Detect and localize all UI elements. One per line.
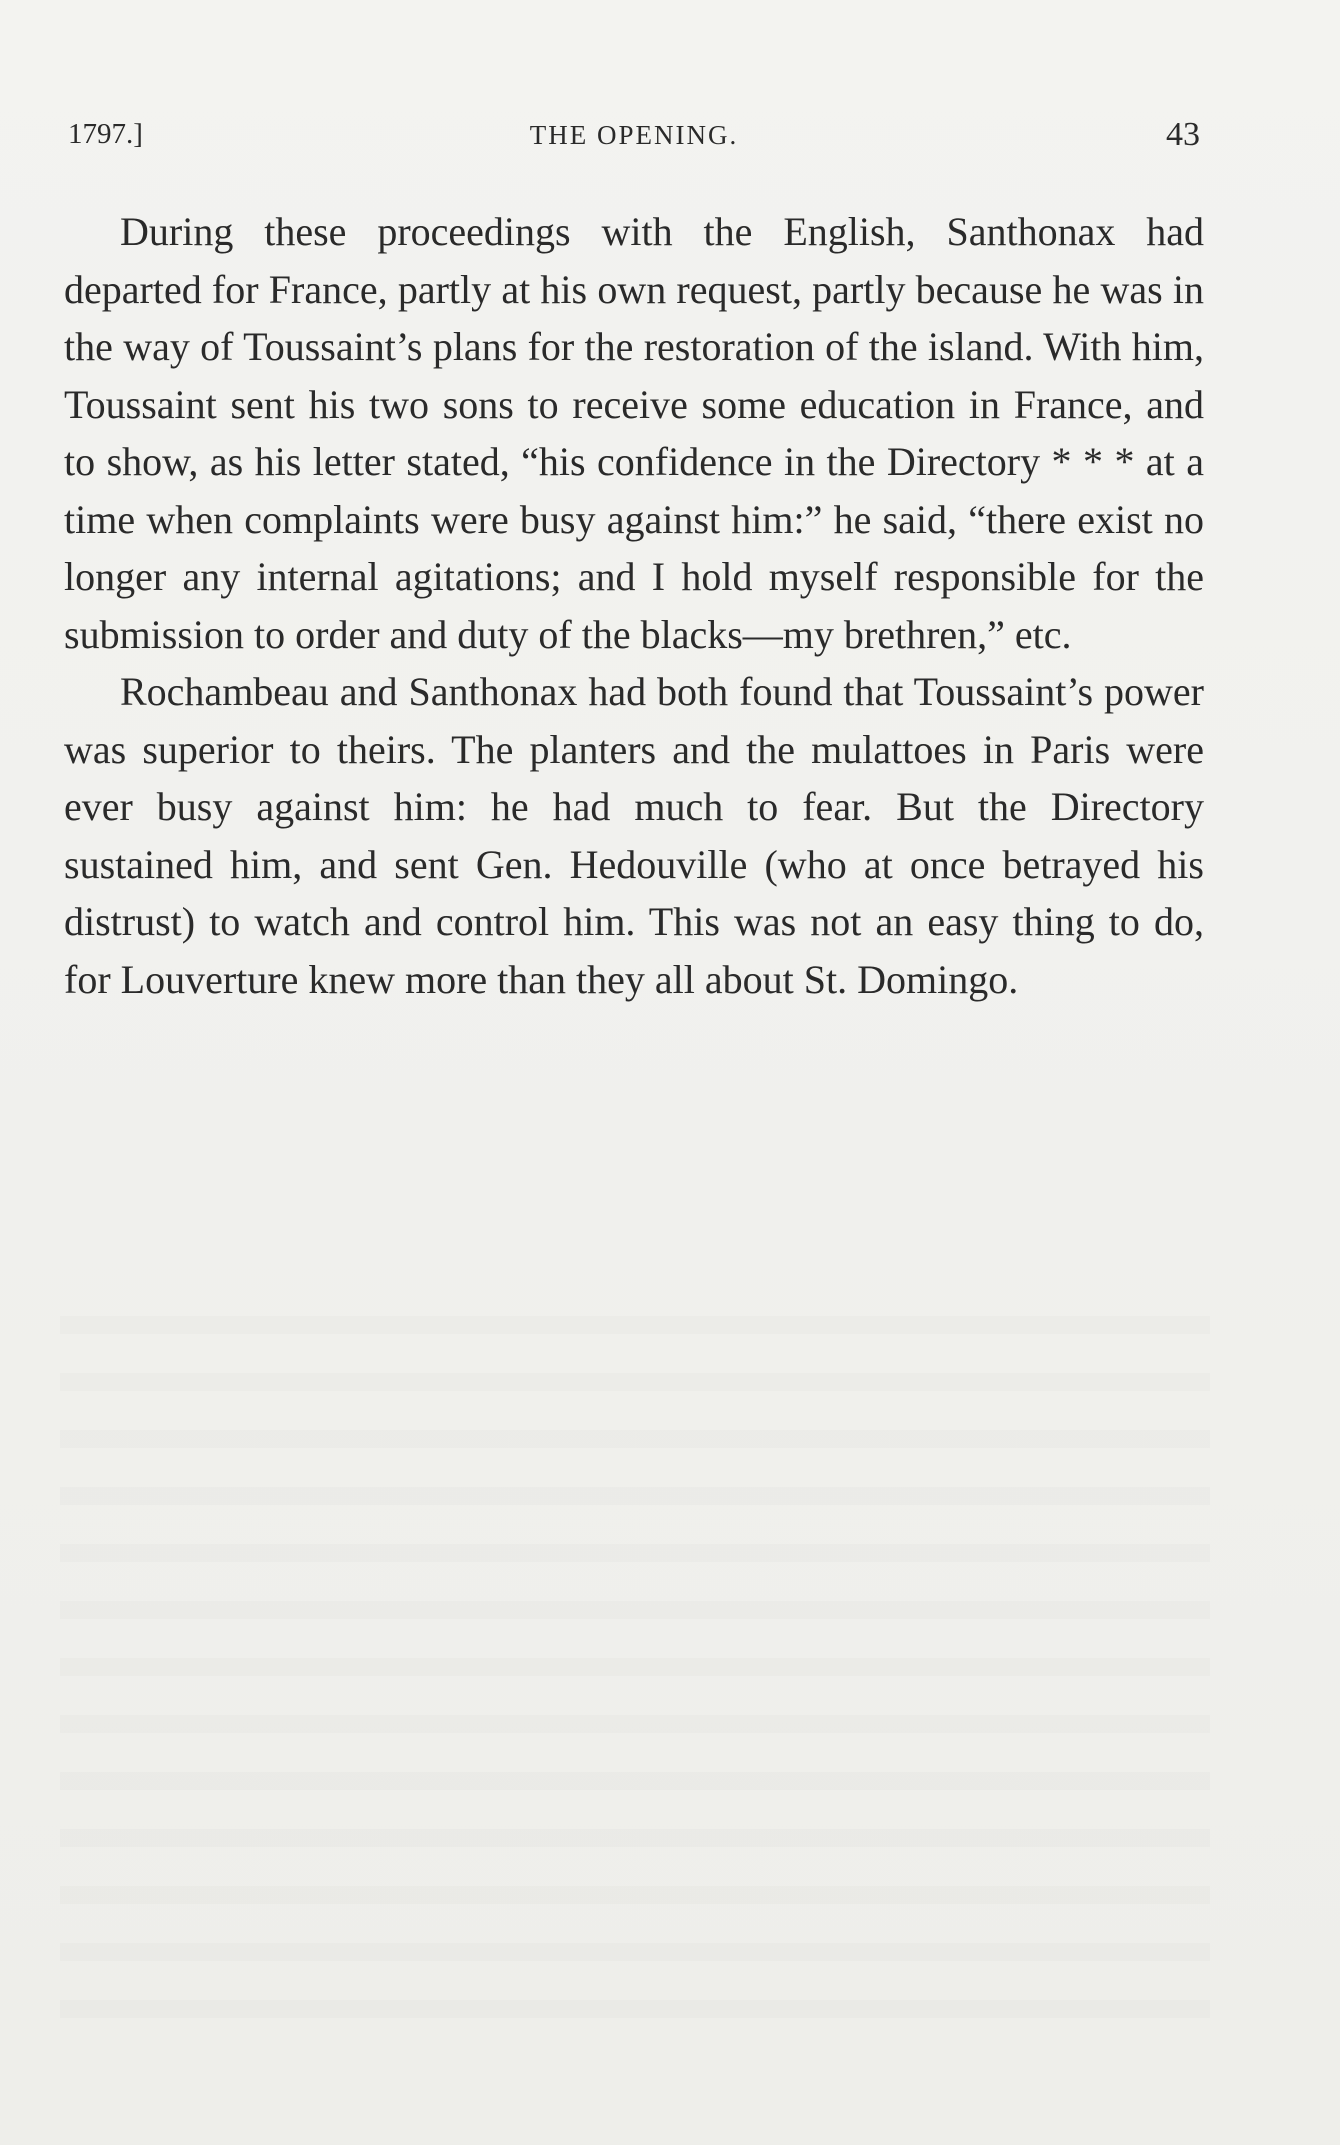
bleed-through-shadow xyxy=(60,1290,1210,2030)
paragraph-2: Rochambeau and Santhonax had both found that Toussaint’s power was superior to theirs. The planters and the mulattoes in Paris were ever busy against him: he had much to fear. But the Directory sustained him, and sent Gen. Hedouville (who at once betrayed his distrust) to watch and control him. This was not an easy thing to do, for Louverture knew more than they all about St. Domingo. xyxy=(64,669,1204,1002)
header-year: 1797.] xyxy=(68,118,143,150)
page-number: 43 xyxy=(1166,116,1200,153)
paragraph-1: During these proceedings with the English, Santhonax had departed for France, partly at his own request, partly because he was in the way of Toussaint’s plans for the restoration of the island. With him, Toussaint sent his two sons to receive some education in France, and to show, as his letter stated, “his confidence in the Directory * * * at a time when complaints were busy against him:” he said, “there exist no longer any internal agitations; and I hold myself responsible for the submission to order and duty of the blacks—my brethren,” etc. xyxy=(64,209,1204,657)
body-text xyxy=(64,203,1204,1008)
running-header xyxy=(68,118,1200,164)
chapter-title: THE OPENING. xyxy=(529,120,739,150)
